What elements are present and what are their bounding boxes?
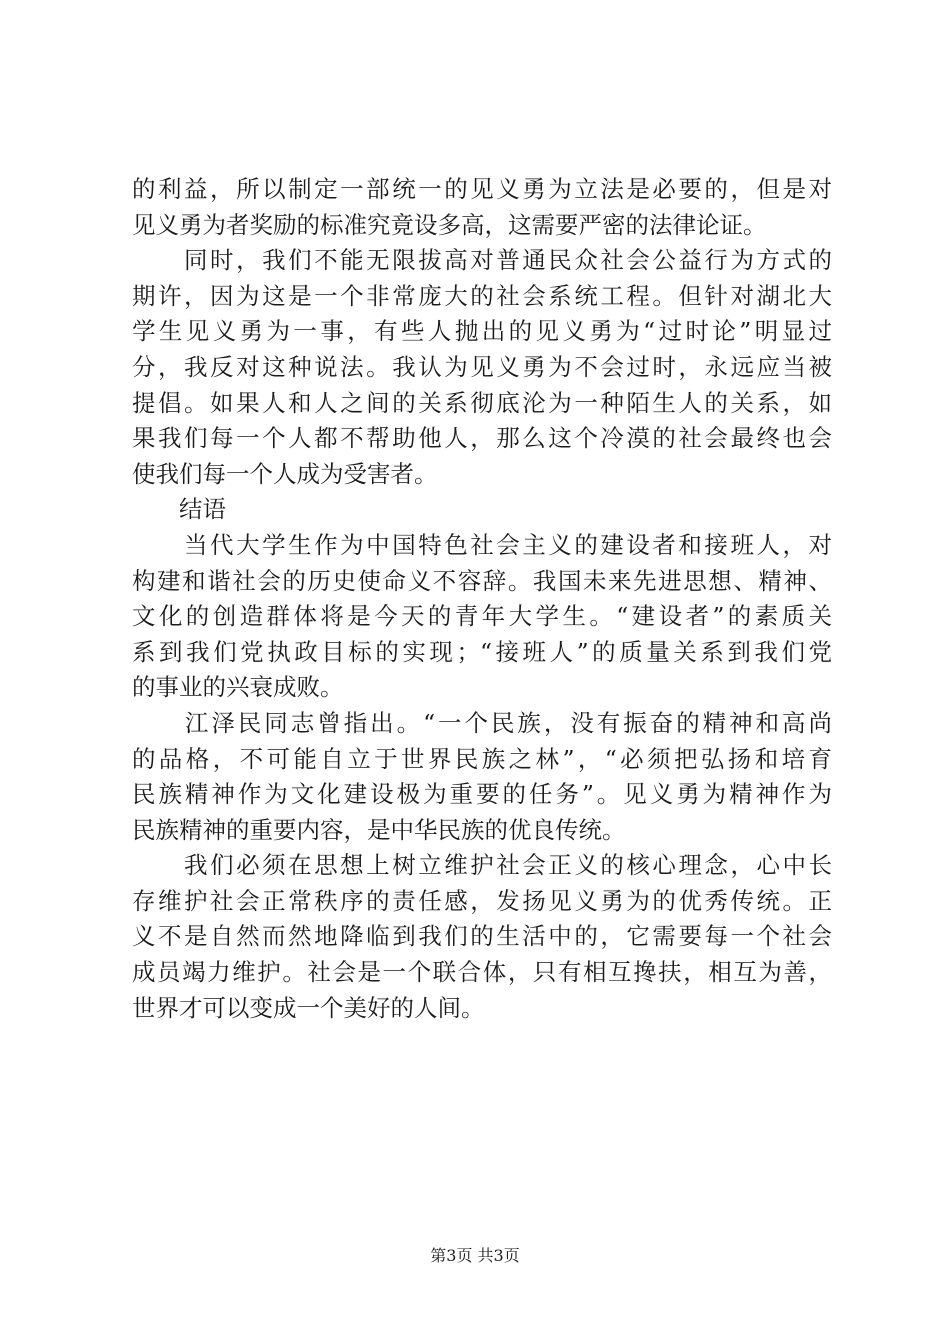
text-line: 系到我们党执政目标的实现；“接班人”的质量关系到我们党 (132, 637, 832, 666)
text-line: 果我们每一个人都不帮助他人，那么这个冷漠的社会最终也会 (132, 424, 832, 453)
text-line: 成员竭力维护。社会是一个联合体，只有相互搀扶，相互为善， (132, 958, 832, 987)
text-line: 分，我反对这种说法。我认为见义勇为不会过时，永远应当被 (132, 352, 832, 381)
text-line: 江泽民同志曾指出。“一个民族，没有振奋的精神和高尚 (132, 708, 832, 737)
text-line: 期许，因为这是一个非常庞大的社会系统工程。但针对湖北大 (132, 281, 832, 310)
text-line: 的品格，不可能自立于世界民族之林”，“必须把弘扬和培育 (132, 744, 832, 773)
text-line: 的事业的兴衰成败。 (132, 673, 344, 702)
text-line: 世界才可以变成一个美好的人间。 (132, 993, 485, 1022)
text-line: 构建和谐社会的历史使命义不容辞。我国未来先进思想、精神、 (132, 566, 832, 595)
body-text (132, 172, 832, 1026)
text-line: 存维护社会正常秩序的责任感，发扬见义勇为的优秀传统。正 (132, 886, 832, 915)
text-line: 当代大学生作为中国特色社会主义的建设者和接班人，对 (132, 530, 832, 559)
page-footer: 第3页 共3页 (430, 1246, 520, 1265)
text-line: 义不是自然而然地降临到我们的生活中的，它需要每一个社会 (132, 922, 832, 951)
text-line: 文化的创造群体将是今天的青年大学生。“建设者”的素质关 (132, 602, 832, 631)
text-line: 我们必须在思想上树立维护社会正义的核心理念，心中长 (132, 851, 832, 880)
text-line: 结语 (132, 495, 226, 524)
text-line: 使我们每一个人成为受害者。 (132, 459, 438, 488)
text-line: 民族精神作为文化建设极为重要的任务”。见义勇为精神作为 (132, 780, 832, 809)
text-line: 同时，我们不能无限拔高对普通民众社会公益行为方式的 (132, 246, 832, 275)
text-line: 学生见义勇为一事，有些人抛出的见义勇为“过时论”明显过 (132, 317, 832, 346)
text-line: 见义勇为者奖励的标准究竟设多高，这需要严密的法律论证。 (132, 210, 767, 239)
text-line: 的利益，所以制定一部统一的见义勇为立法是必要的，但是对 (132, 175, 832, 203)
text-line: 民族精神的重要内容，是中华民族的优良传统。 (132, 815, 626, 844)
text-line: 提倡。如果人和人之间的关系彻底沦为一种陌生人的关系，如 (132, 388, 832, 417)
